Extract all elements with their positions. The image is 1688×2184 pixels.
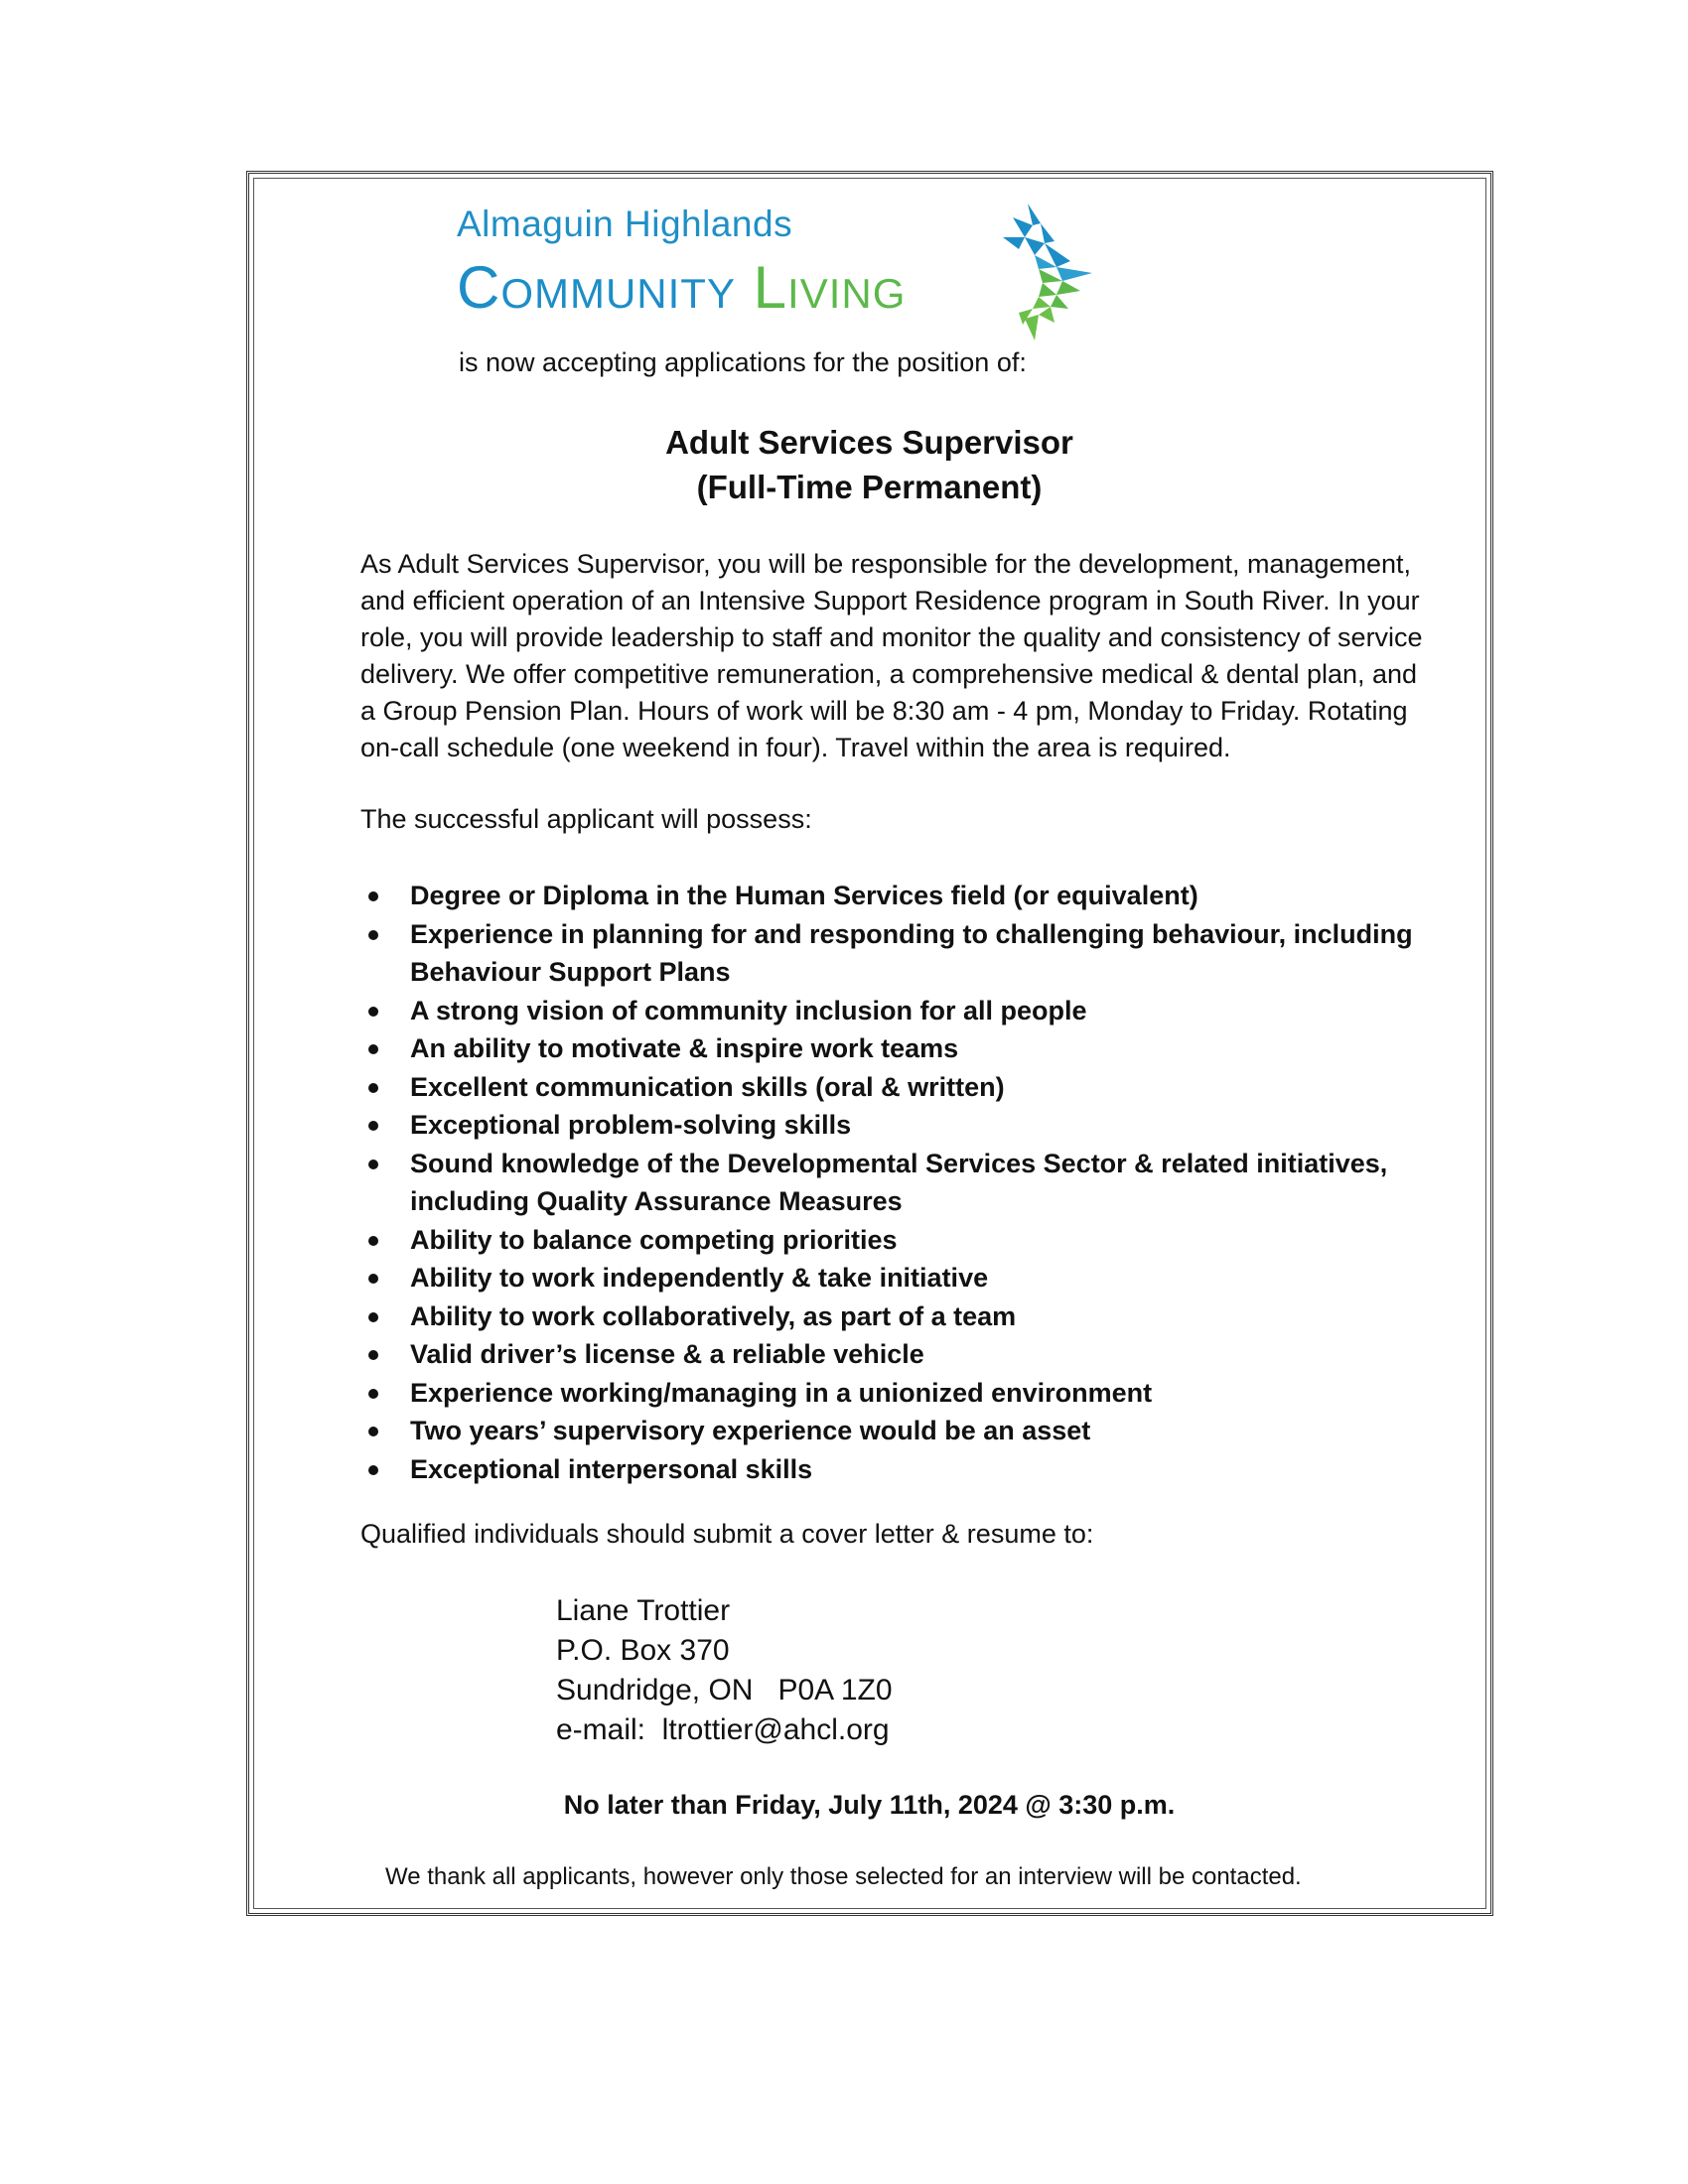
bullet-icon <box>368 1121 378 1131</box>
requirement-text: Exceptional interpersonal skills <box>410 1453 813 1484</box>
requirement-text: Valid driver’s license & a reliable vehicle <box>410 1339 924 1369</box>
requirement-item <box>360 915 1453 992</box>
logo-word-living: Living <box>753 254 907 321</box>
bullet-icon <box>368 1044 378 1054</box>
submit-instructions: Qualified individuals should submit a cover letter & resume to: <box>360 1519 1094 1549</box>
requirement-text: Experience in planning for and responding to challenging behaviour, including <box>410 918 1413 949</box>
contact-email[interactable]: e-mail: ltrottier@ahcl.org <box>556 1713 890 1746</box>
thank-you-note: We thank all applicants, however only those selected for an interview will be contacted. <box>385 1863 1302 1890</box>
requirement-text: Sound knowledge of the Developmental Services Sector & related initiatives, <box>410 1148 1388 1178</box>
intro-text: is now accepting applications for the position of: <box>459 347 1027 377</box>
description-line: As Adult Services Supervisor, you will be responsible for the development, management, <box>360 549 1412 579</box>
requirement-text: Exceptional problem-solving skills <box>410 1110 852 1140</box>
logo-line-1: Almaguin Highlands <box>457 204 793 244</box>
city-postal: Sundridge, ON P0A 1Z0 <box>556 1674 893 1706</box>
requirement-item <box>360 1106 1453 1145</box>
requirement-item <box>360 1145 1453 1221</box>
requirement-item <box>360 1412 1453 1450</box>
bullet-icon <box>368 1160 378 1169</box>
requirement-text: Ability to balance competing priorities <box>410 1224 898 1255</box>
bullet-icon <box>368 1465 378 1475</box>
po-box: P.O. Box 370 <box>556 1634 730 1667</box>
bullet-icon <box>368 1350 378 1360</box>
requirement-item <box>360 1029 1453 1068</box>
requirement-text: An ability to motivate & inspire work teams <box>410 1033 959 1063</box>
requirement-item <box>360 1068 1453 1107</box>
requirement-text: Experience working/managing in a unionized environment <box>410 1377 1153 1408</box>
bullet-icon <box>368 1312 378 1322</box>
bullet-icon <box>368 1007 378 1017</box>
requirement-text: Ability to work independently & take initiative <box>410 1263 989 1293</box>
contact-name: Liane Trottier <box>556 1594 731 1627</box>
requirement-item <box>360 1450 1453 1489</box>
description-line: delivery. We offer competitive remuneration, a comprehensive medical & dental plan, and <box>360 659 1418 689</box>
bullet-icon <box>368 1274 378 1284</box>
requirement-text: A strong vision of community inclusion for all people <box>410 995 1087 1025</box>
description-line: on-call schedule (one weekend in four). Travel within the area is required. <box>360 733 1231 762</box>
description-line: a Group Pension Plan. Hours of work will be 8:30 am - 4 pm, Monday to Friday. Rotating <box>360 696 1408 726</box>
bullet-icon <box>368 1083 378 1093</box>
description-line: and efficient operation of an Intensive Support Residence program in South River. In your <box>360 586 1420 615</box>
bullet-icon <box>368 1389 378 1399</box>
requirement-item <box>360 1374 1453 1413</box>
logo-line-2 <box>457 253 906 322</box>
bullet-icon <box>368 930 378 940</box>
position-type: (Full-Time Permanent) <box>696 469 1043 505</box>
requirement-item <box>360 1221 1453 1260</box>
job-description <box>360 546 1492 766</box>
bullet-icon <box>368 1427 378 1436</box>
organization-logo <box>457 204 1092 352</box>
bullet-icon <box>368 891 378 901</box>
sunburst-diamond-icon <box>973 204 1092 342</box>
requirements-list <box>360 877 1453 1488</box>
logo-word-community: Community <box>457 254 736 321</box>
requirement-text: Behaviour Support Plans <box>410 957 731 987</box>
requirement-text: Excellent communication skills (oral & written) <box>410 1071 1005 1102</box>
mailing-address <box>556 1591 893 1750</box>
requirement-item <box>360 1297 1453 1336</box>
position-title: Adult Services Supervisor <box>665 424 1073 461</box>
requirement-item <box>360 1259 1453 1297</box>
application-deadline: No later than Friday, July 11th, 2024 @ 3:30 p.m. <box>563 1790 1176 1820</box>
requirements-intro: The successful applicant will possess: <box>360 804 812 834</box>
requirement-text: including Quality Assurance Measures <box>410 1186 903 1216</box>
requirement-text: Ability to work collaboratively, as part of a team <box>410 1300 1017 1331</box>
description-line: role, you will provide leadership to staff and monitor the quality and consistency of service <box>360 622 1423 652</box>
bullet-icon <box>368 1236 378 1246</box>
requirement-text: Two years’ supervisory experience would be an asset <box>410 1416 1091 1445</box>
requirement-text: Degree or Diploma in the Human Services field (or equivalent) <box>410 881 1198 910</box>
requirement-item <box>360 992 1453 1030</box>
requirement-item <box>360 877 1453 915</box>
requirement-item <box>360 1335 1453 1374</box>
